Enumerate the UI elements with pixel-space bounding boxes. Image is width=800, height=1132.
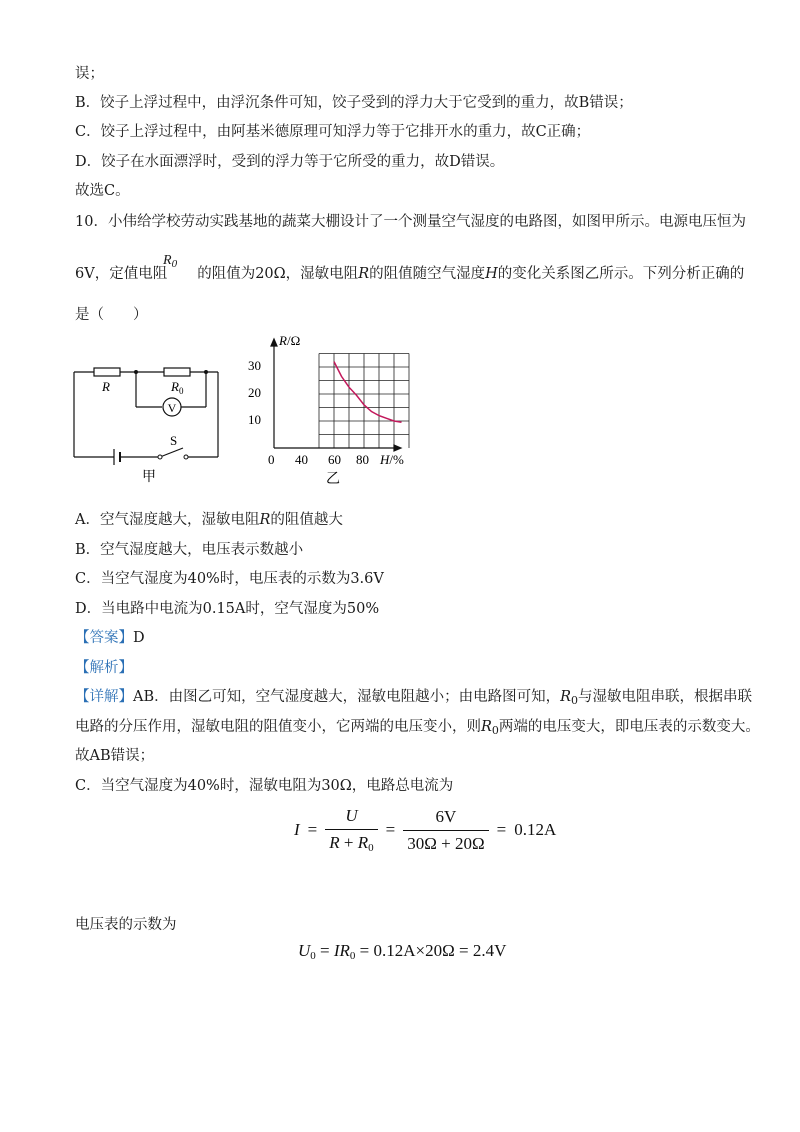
x-tick-label: 80 — [356, 452, 369, 467]
series-line — [334, 362, 402, 423]
circuit-diagram — [68, 355, 228, 485]
question-10-stem: 10．小伟给学校劳动实践基地的蔬菜大棚设计了一个测量空气湿度的电路图，如图甲所示。电源电压恒为 — [75, 214, 746, 230]
origin-label: 0 — [268, 452, 275, 467]
option-d: D．当电路中电流为0.15A时，空气湿度为50% — [75, 601, 380, 617]
circuit-caption: 甲 — [142, 470, 156, 485]
question-10-stem-3: 是（ ） — [75, 307, 148, 323]
r-label: R — [102, 379, 110, 394]
text-line: D．饺子在水面漂浮时，受到的浮力等于它所受的重力，故D错误。 — [75, 154, 505, 170]
equation-voltage: $U_0 = IR_0 = 0.12A\times 20\Omega = 2.4V$ — [298, 941, 507, 962]
y-tick-label: 10 — [248, 412, 261, 427]
detail-line-1: 【详解】AB．由图乙可知，空气湿度越大，湿敏电阻越小；由电路图可知，$R_0$与湿敏电阻串联，根据串联 — [75, 689, 753, 707]
resistor-r — [94, 368, 120, 376]
switch-label: S — [170, 433, 178, 448]
r-h-graph — [246, 330, 416, 490]
r0-symbol: $R_0$ — [163, 253, 178, 270]
detail-line-3: 故AB错误； — [75, 748, 155, 764]
text-line: B．饺子上浮过程中，由浮沉条件可知，饺子受到的浮力大于它受到的重力，故B错误； — [75, 95, 633, 111]
x-axis-label: H/% — [380, 452, 404, 467]
option-c: C．当空气湿度为40%时，电压表的示数为3.6V — [75, 571, 384, 587]
analysis-tag: 【解析】 — [75, 660, 133, 676]
text-line: 故选C。 — [75, 183, 130, 199]
resistor-r0 — [164, 368, 190, 376]
x-tick-label: 60 — [328, 452, 341, 467]
detail-line-5: 电压表的示数为 — [75, 917, 177, 933]
option-b: B．空气湿度越大，电压表示数越小 — [75, 542, 304, 558]
answer: 【答案】D — [75, 630, 145, 646]
text-line: C．饺子上浮过程中，由阿基米德原理可知浮力等于它排开水的重力，故C正确； — [75, 124, 591, 140]
equation-current: I = $\frac{U}{R + R_0}$ = $\frac{6V}{30\Omega + 20\Omega}$ = 0.12A — [294, 806, 557, 854]
x-tick-label: 40 — [295, 452, 308, 467]
y-tick-label: 30 — [248, 358, 261, 373]
r0-label: $R_0$ — [171, 379, 184, 396]
graph-caption: 乙 — [326, 472, 340, 487]
y-axis-label: R/Ω — [279, 333, 301, 348]
y-tick-label: 20 — [248, 385, 261, 400]
text-line: 误； — [75, 66, 104, 82]
question-10-stem-2: 6V，定值电阻 的阻值为20Ω，湿敏电阻R的阻值随空气湿度H的变化关系图乙所示。下列分析正确的 — [75, 266, 745, 282]
voltmeter-label: V — [167, 401, 177, 415]
option-a: A．空气湿度越大，湿敏电阻R的阻值越大 — [75, 512, 343, 528]
detail-line-4: C．当空气湿度为40%时，湿敏电阻为30Ω，电路总电流为 — [75, 778, 454, 794]
detail-line-2: 电路的分压作用，湿敏电阻的阻值变小，它两端的电压变小，则$R_0$两端的电压变大，即电压表的示数变大。 — [75, 719, 760, 737]
switch — [160, 448, 183, 457]
